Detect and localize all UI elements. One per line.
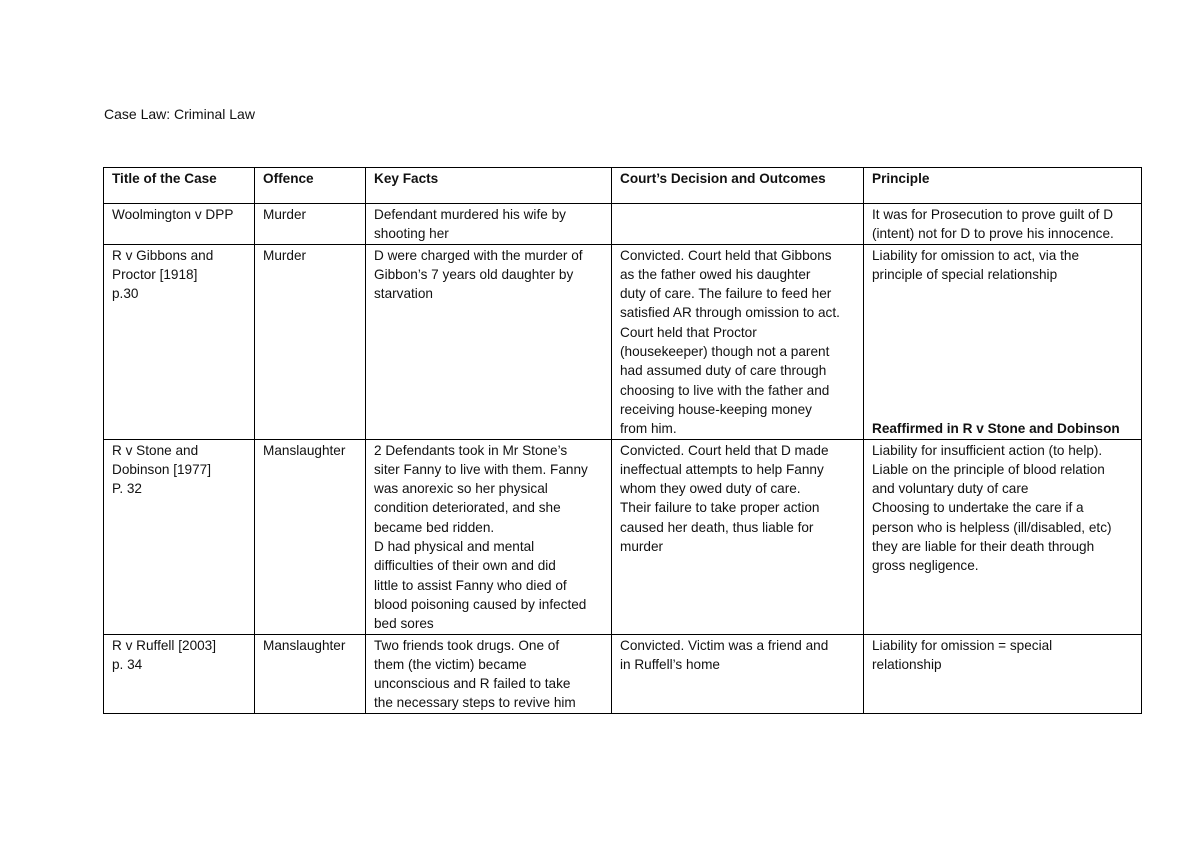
key-facts-cell-line: Defendant murdered his wife by xyxy=(374,207,566,222)
offence-cell: Manslaughter xyxy=(255,439,366,634)
principle-cell-line: Choosing to undertake the care if a xyxy=(872,500,1084,516)
key-facts-cell-line: Two friends took drugs. One of xyxy=(374,637,560,653)
key-facts-cell-line: them (the victim) became xyxy=(374,656,527,672)
decision-cell-line: caused her death, thus liable for xyxy=(620,519,814,535)
key-facts-cell-line: D had physical and mental xyxy=(374,539,535,555)
decision-cell-line: choosing to live with the father and xyxy=(620,382,830,398)
key-facts-cell-line: Gibbon’s 7 years old daughter by xyxy=(374,266,574,282)
case-title-cell-line: P. 32 xyxy=(112,481,142,497)
key-facts-cell-line: difficulties of their own and did xyxy=(374,558,556,574)
key-facts-cell-line: unconscious and R failed to take xyxy=(374,676,571,692)
decision-cell xyxy=(612,204,864,245)
decision-cell-line: receiving house-keeping money xyxy=(620,401,812,417)
principle-cell-line: It was for Prosecution to prove guilt of D xyxy=(872,207,1114,222)
principle-reaffirmed-note: Reaffirmed in R v Stone and Dobinson xyxy=(872,421,1120,437)
key-facts-cell-line: was anorexic so her physical xyxy=(374,481,548,497)
offence-cell: Murder xyxy=(255,244,366,439)
principle-cell-line: and voluntary duty of care xyxy=(872,481,1029,497)
decision-cell-line: Convicted. Court held that D made xyxy=(620,442,829,458)
header-decision: Court’s Decision and Outcomes xyxy=(612,168,864,204)
header-offence: Offence xyxy=(255,168,366,204)
decision-cell-line: in Ruffell’s home xyxy=(620,656,720,672)
decision-cell-line: satisfied AR through omission to act. xyxy=(620,305,840,321)
decision-cell xyxy=(612,244,864,439)
case-title-cell xyxy=(104,439,255,634)
principle-cell-line: Liable on the principle of blood relation xyxy=(872,461,1105,477)
decision-cell-line: whom they owed duty of care. xyxy=(620,481,801,497)
principle-cell xyxy=(864,439,1142,634)
decision-cell-line: as the father owed his daughter xyxy=(620,266,811,282)
case-title-cell-line: p. 34 xyxy=(112,656,143,672)
key-facts-cell-line: became bed ridden. xyxy=(374,519,495,535)
case-title-cell xyxy=(104,244,255,439)
key-facts-cell-line: blood poisoning caused by infected xyxy=(374,596,587,612)
principle-cell xyxy=(864,634,1142,713)
key-facts-cell xyxy=(366,204,612,245)
key-facts-cell-line: bed sores xyxy=(374,616,434,632)
principle-cell-line: Liability for omission = special xyxy=(872,637,1053,653)
key-facts-cell-line: siter Fanny to live with them. Fanny xyxy=(374,461,588,477)
case-title-cell xyxy=(104,634,255,713)
key-facts-cell-line: 2 Defendants took in Mr Stone’s xyxy=(374,442,568,458)
key-facts-cell xyxy=(366,439,612,634)
table-row xyxy=(104,244,1142,439)
key-facts-cell-line: starvation xyxy=(374,286,433,302)
decision-cell-line: Court held that Proctor xyxy=(620,324,757,340)
decision-cell-line: ineffectual attempts to help Fanny xyxy=(620,461,824,477)
case-title-cell-line: R v Stone and xyxy=(112,442,199,458)
case-title-cell-line: p.30 xyxy=(112,286,139,302)
table-header-row xyxy=(104,168,1142,204)
key-facts-cell-line: the necessary steps to revive him xyxy=(374,695,576,711)
key-facts-cell-line: D were charged with the murder of xyxy=(374,247,583,263)
decision-cell-line: Convicted. Court held that Gibbons xyxy=(620,247,832,263)
decision-cell-line: had assumed duty of care through xyxy=(620,363,827,379)
principle-cell-line: they are liable for their death through xyxy=(872,539,1095,555)
principle-cell-line: (intent) not for D to prove his innocence. xyxy=(872,226,1114,242)
principle-cell-line: principle of special relationship xyxy=(872,266,1058,282)
decision-cell xyxy=(612,634,864,713)
case-title-cell xyxy=(104,204,255,245)
table-row xyxy=(104,634,1142,713)
header-principle: Principle xyxy=(864,168,1142,204)
decision-cell-line: Convicted. Victim was a friend and xyxy=(620,637,829,653)
key-facts-cell-line: shooting her xyxy=(374,226,449,242)
decision-cell-line: (housekeeper) though not a parent xyxy=(620,344,830,360)
case-title-cell-line: Dobinson [1977] xyxy=(112,461,212,477)
key-facts-cell-line: condition deteriorated, and she xyxy=(374,500,561,516)
case-title-cell-line: R v Ruffell [2003] xyxy=(112,637,217,653)
decision-cell-line: duty of care. The failure to feed her xyxy=(620,286,832,302)
header-title-of-case: Title of the Case xyxy=(104,168,255,204)
table-row xyxy=(104,439,1142,634)
case-title-cell-line: R v Gibbons and xyxy=(112,247,214,263)
decision-cell xyxy=(612,439,864,634)
principle-cell xyxy=(864,204,1142,245)
case-law-table xyxy=(103,167,1142,714)
table-row xyxy=(104,204,1142,245)
decision-cell-line: murder xyxy=(620,539,664,555)
key-facts-cell xyxy=(366,634,612,713)
decision-cell-line: Their failure to take proper action xyxy=(620,500,820,516)
principle-cell xyxy=(864,244,1142,439)
case-title-cell-line: Woolmington v DPP xyxy=(112,207,234,222)
offence-cell: Manslaughter xyxy=(255,634,366,713)
principle-cell-line: Liability for insufficient action (to help). xyxy=(872,442,1103,458)
decision-cell-line: from him. xyxy=(620,421,677,437)
principle-cell-line: relationship xyxy=(872,656,942,672)
case-title-cell-line: Proctor [1918] xyxy=(112,266,198,282)
document-title: Case Law: Criminal Law xyxy=(104,106,255,122)
key-facts-cell xyxy=(366,244,612,439)
principle-cell-line: gross negligence. xyxy=(872,558,979,574)
principle-cell-line: person who is helpless (ill/disabled, etc) xyxy=(872,519,1112,535)
offence-cell: Murder xyxy=(255,204,366,245)
principle-cell-line: Liability for omission to act, via the xyxy=(872,247,1080,263)
header-key-facts: Key Facts xyxy=(366,168,612,204)
key-facts-cell-line: little to assist Fanny who died of xyxy=(374,577,567,593)
